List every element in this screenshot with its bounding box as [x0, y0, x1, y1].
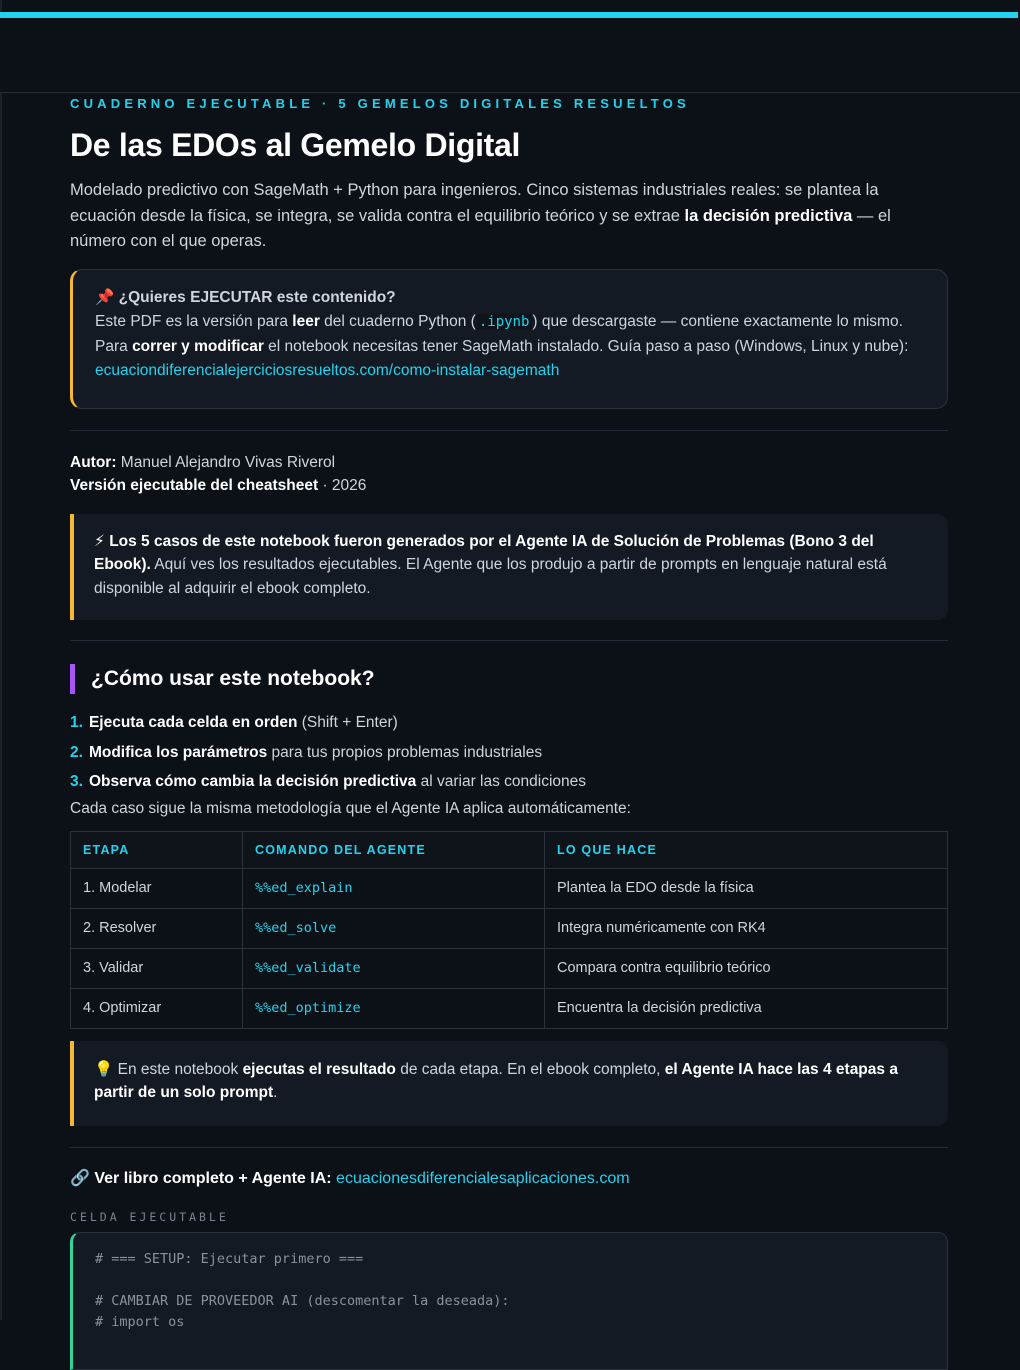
agent-command: %%ed_solve	[243, 908, 545, 948]
methodology-text: Cada caso sigue la misma metodología que el Agente IA aplica automáticamente:	[70, 799, 631, 817]
agent-command: %%ed_optimize	[243, 988, 545, 1028]
table-cell: Encuentra la decisión predictiva	[545, 988, 948, 1028]
page-title: De las EDOs al Gemelo Digital	[70, 127, 521, 163]
code-line: # CAMBIAR DE PROVEEDOR AI (descomentar la deseada):	[95, 1292, 510, 1309]
book-link-row	[70, 1168, 948, 1188]
steps-list	[70, 708, 948, 797]
table-row	[71, 948, 948, 988]
table-cell: Plantea la EDO desde la física	[545, 868, 948, 908]
run-instructions-card	[70, 269, 948, 409]
tip-note: 💡 En este notebook ejecutas el resultado de cada etapa. En el ebook completo, el Agente IA hace las 4 etapas a partir de un solo prompt.	[70, 1041, 948, 1126]
step-item: 1. Ejecuta cada celda en orden (Shift + Enter)	[70, 714, 398, 731]
table-cell: Compara contra equilibrio teórico	[545, 948, 948, 988]
table-row	[71, 988, 948, 1028]
code-line	[95, 1270, 925, 1291]
table-header: ETAPA	[71, 831, 243, 868]
table-cell: Integra numéricamente con RK4	[545, 908, 948, 948]
agent-command: %%ed_explain	[243, 868, 545, 908]
table-header: LO QUE HACE	[545, 831, 948, 868]
divider	[70, 430, 948, 431]
run-card-title: 📌 ¿Quieres EJECUTAR este contenido?	[95, 288, 396, 306]
intro-paragraph: Modelado predictivo con SageMath + Python para ingenieros. Cinco sistemas industriales reales: se plantea la ecuación desde la física, se integra, se valida contra el equilibrio teórico y se extrae la decisión predictiva — el número con el que operas.	[70, 181, 891, 250]
version-year: · 2026	[318, 477, 367, 494]
eyebrow: CUADERNO EJECUTABLE · 5 GEMELOS DIGITALES RESUELTOS	[70, 96, 690, 111]
table-cell: 1. Modelar	[71, 868, 243, 908]
step-item: 3. Observa cómo cambia la decisión predictiva al variar las condiciones	[70, 773, 587, 790]
notebook-content	[70, 96, 948, 1370]
table-row	[71, 868, 948, 908]
cell-label: CELDA EJECUTABLE	[70, 1209, 229, 1224]
code-cell[interactable]	[70, 1232, 948, 1370]
table-row	[71, 908, 948, 948]
table-cell: 3. Validar	[71, 948, 243, 988]
author-label: Autor:	[70, 453, 117, 471]
table-cell: 2. Resolver	[71, 908, 243, 948]
divider	[70, 640, 948, 641]
left-edge	[0, 0, 2, 1320]
author-name: Manuel Alejandro Vivas Riverol	[116, 453, 336, 471]
ipynb-code: .ipynb	[476, 314, 533, 330]
code-line: # === SETUP: Ejecutar primero ===	[95, 1250, 364, 1267]
agent-command: %%ed_validate	[243, 948, 545, 988]
table-header: COMANDO DEL AGENTE	[243, 831, 545, 868]
step-item: 2. Modifica los parámetros para tus propios problemas industriales	[70, 743, 543, 761]
install-guide-link[interactable]: ecuaciondiferencialejerciciosresueltos.com/como-instalar-sagemath	[95, 362, 560, 379]
book-link[interactable]: ecuacionesdiferencialesaplicaciones.com	[336, 1169, 630, 1187]
howto-heading: ¿Cómo usar este notebook?	[70, 664, 948, 694]
divider	[70, 1147, 948, 1148]
header-strip	[0, 18, 1020, 93]
book-link-label: 🔗 Ver libro completo + Agente IA:	[70, 1169, 337, 1187]
accent-top-bar	[0, 12, 1018, 18]
methodology-table	[70, 831, 948, 1029]
code-line: # import os	[95, 1313, 185, 1330]
agent-note: ⚡ Los 5 casos de este notebook fueron generados por el Agente IA de Solución de Problemas (Bono 3 del Ebook). Aquí ves los resultados ejecutables. El Agente que los produjo a partir de prompts en lenguaje natural está disponible al adquirir el ebook completo.	[70, 514, 948, 621]
table-cell: 4. Optimizar	[71, 988, 243, 1028]
author-meta	[70, 451, 948, 498]
version-label: Versión ejecutable del cheatsheet	[70, 477, 319, 494]
run-card-text: Este PDF es la versión para leer del cuaderno Python ( .ipynb ) que descargaste — contiene exactamente lo mismo. Para correr y modificar el notebook necesitas tener SageMath instalado. Guía paso a paso (Windows, Linux y nube): ecuaciondiferencialejerciciosresueltos.com/como-instalar-sagemath	[95, 313, 909, 379]
